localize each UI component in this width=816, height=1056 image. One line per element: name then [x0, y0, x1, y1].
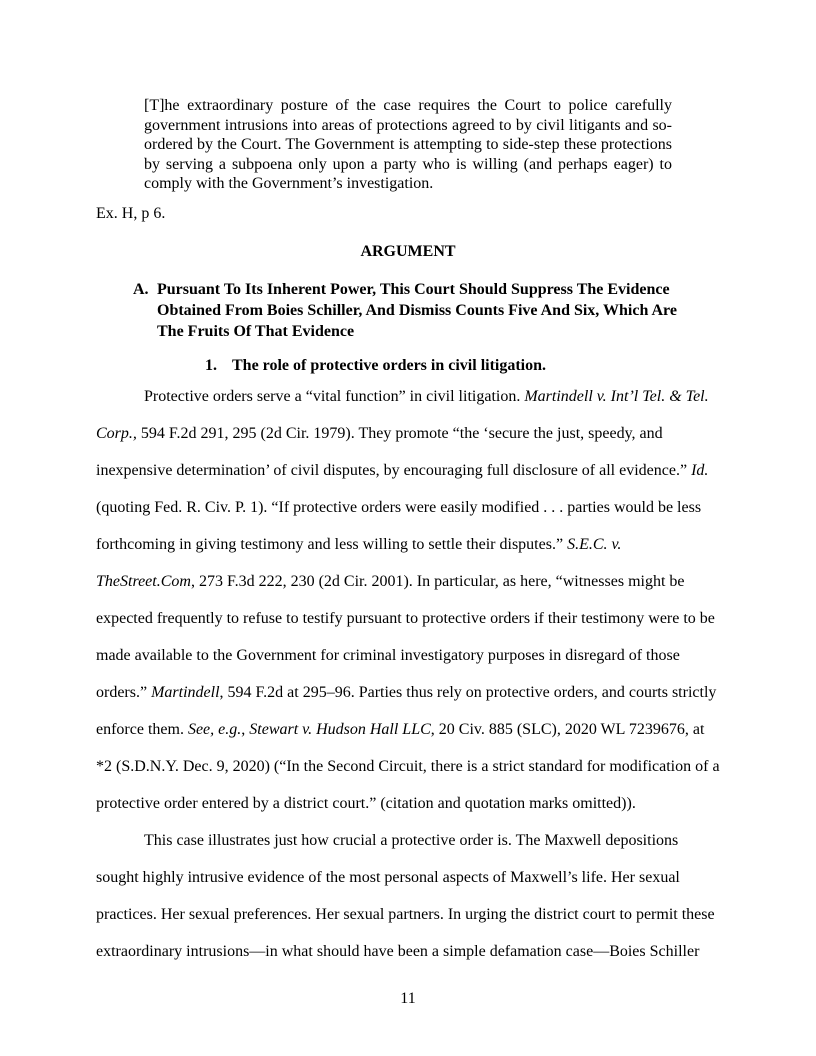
citation-italic-run: S.E.C. v. TheStreet.Com: [96, 536, 622, 590]
citation-italic-run: Stewart v. Hudson Hall LLC: [249, 721, 431, 738]
section-a-heading: [133, 279, 702, 342]
text-run: Protective orders serve a “vital function” in civil litigation.: [144, 388, 525, 405]
text-run: , 594 F.2d at 295–96. Parties thus rely on protective orders, and courts strictly enforce them.: [96, 684, 717, 738]
section-a-title: Pursuant To Its Inherent Power, This Court Should Suppress The Evidence Obtained From Boies Schiller, And Dismiss Counts Five And Six, Which Are The Fruits Of That Evidence: [157, 281, 677, 340]
citation-italic-run: Martindell: [151, 684, 220, 701]
paragraph: [96, 378, 720, 822]
section-a-label: A.: [133, 281, 149, 298]
subsection-1-heading: [205, 355, 546, 376]
text-run: 594 F.2d 291, 295 (2d Cir. 1979). They promote “the ‘secure the just, speedy, and inexpensive determination’ of civil disputes, by encouraging full disclosure of all evidence.”: [96, 425, 692, 479]
page-number: 11: [400, 990, 416, 1007]
text-run: (quoting Fed. R. Civ. P. 1). “If protective orders were easily modified . . . parties would be less forthcoming in giving testimony and less willing to settle their disputes.”: [96, 499, 702, 553]
text-run: This case illustrates just how crucial a protective order is. The Maxwell depositions sought highly intrusive evidence of the most personal aspects of Maxwell’s life. Her sexual practices. Her sexual preferences. Her sexual partners. In urging the district court to permit these extraordinary intrusions—in what should have been a simple defamation case—Boies Schiller: [96, 832, 715, 960]
text-run: , 273 F.3d 222, 230 (2d Cir. 2001). In particular, as here, “witnesses might be expected frequently to refuse to testify pursuant to protective orders if their testimony were to be made available to the Government for criminal investigatory purposes in disregard of those orders.”: [96, 573, 715, 701]
text-run: , 20 Civ. 885 (SLC), 2020 WL 7239676, at *2 (S.D.N.Y. Dec. 9, 2020) (“In the Second Circuit, there is a strict standard for modification of a protective order entered by a district court.” (citation and quotation marks omitted)).: [96, 721, 720, 812]
block-quote: [T]he extraordinary posture of the case requires the Court to police carefully government intrusions into areas of protections agreed to by civil litigants and so-ordered by the Court. The Government is attempting to side-step these protections by serving a subpoena only upon a party who is willing (and perhaps eager) to comply with the Government’s investigation.: [144, 97, 672, 192]
argument-heading: ARGUMENT: [360, 243, 456, 260]
subsection-1-title: The role of protective orders in civil litigation.: [232, 357, 547, 374]
citation-italic-run: Martindell v. Int’l Tel. & Tel. Corp.,: [96, 388, 709, 442]
paragraph: [96, 822, 720, 970]
citation-italic-run: Id.: [691, 462, 709, 479]
citation-italic-run: See, e.g.: [187, 721, 242, 738]
body-paragraphs: [96, 378, 720, 970]
subsection-1-label: 1.: [205, 357, 217, 374]
exhibit-reference: Ex. H, p 6.: [96, 205, 166, 222]
text-run: ,: [241, 721, 250, 738]
